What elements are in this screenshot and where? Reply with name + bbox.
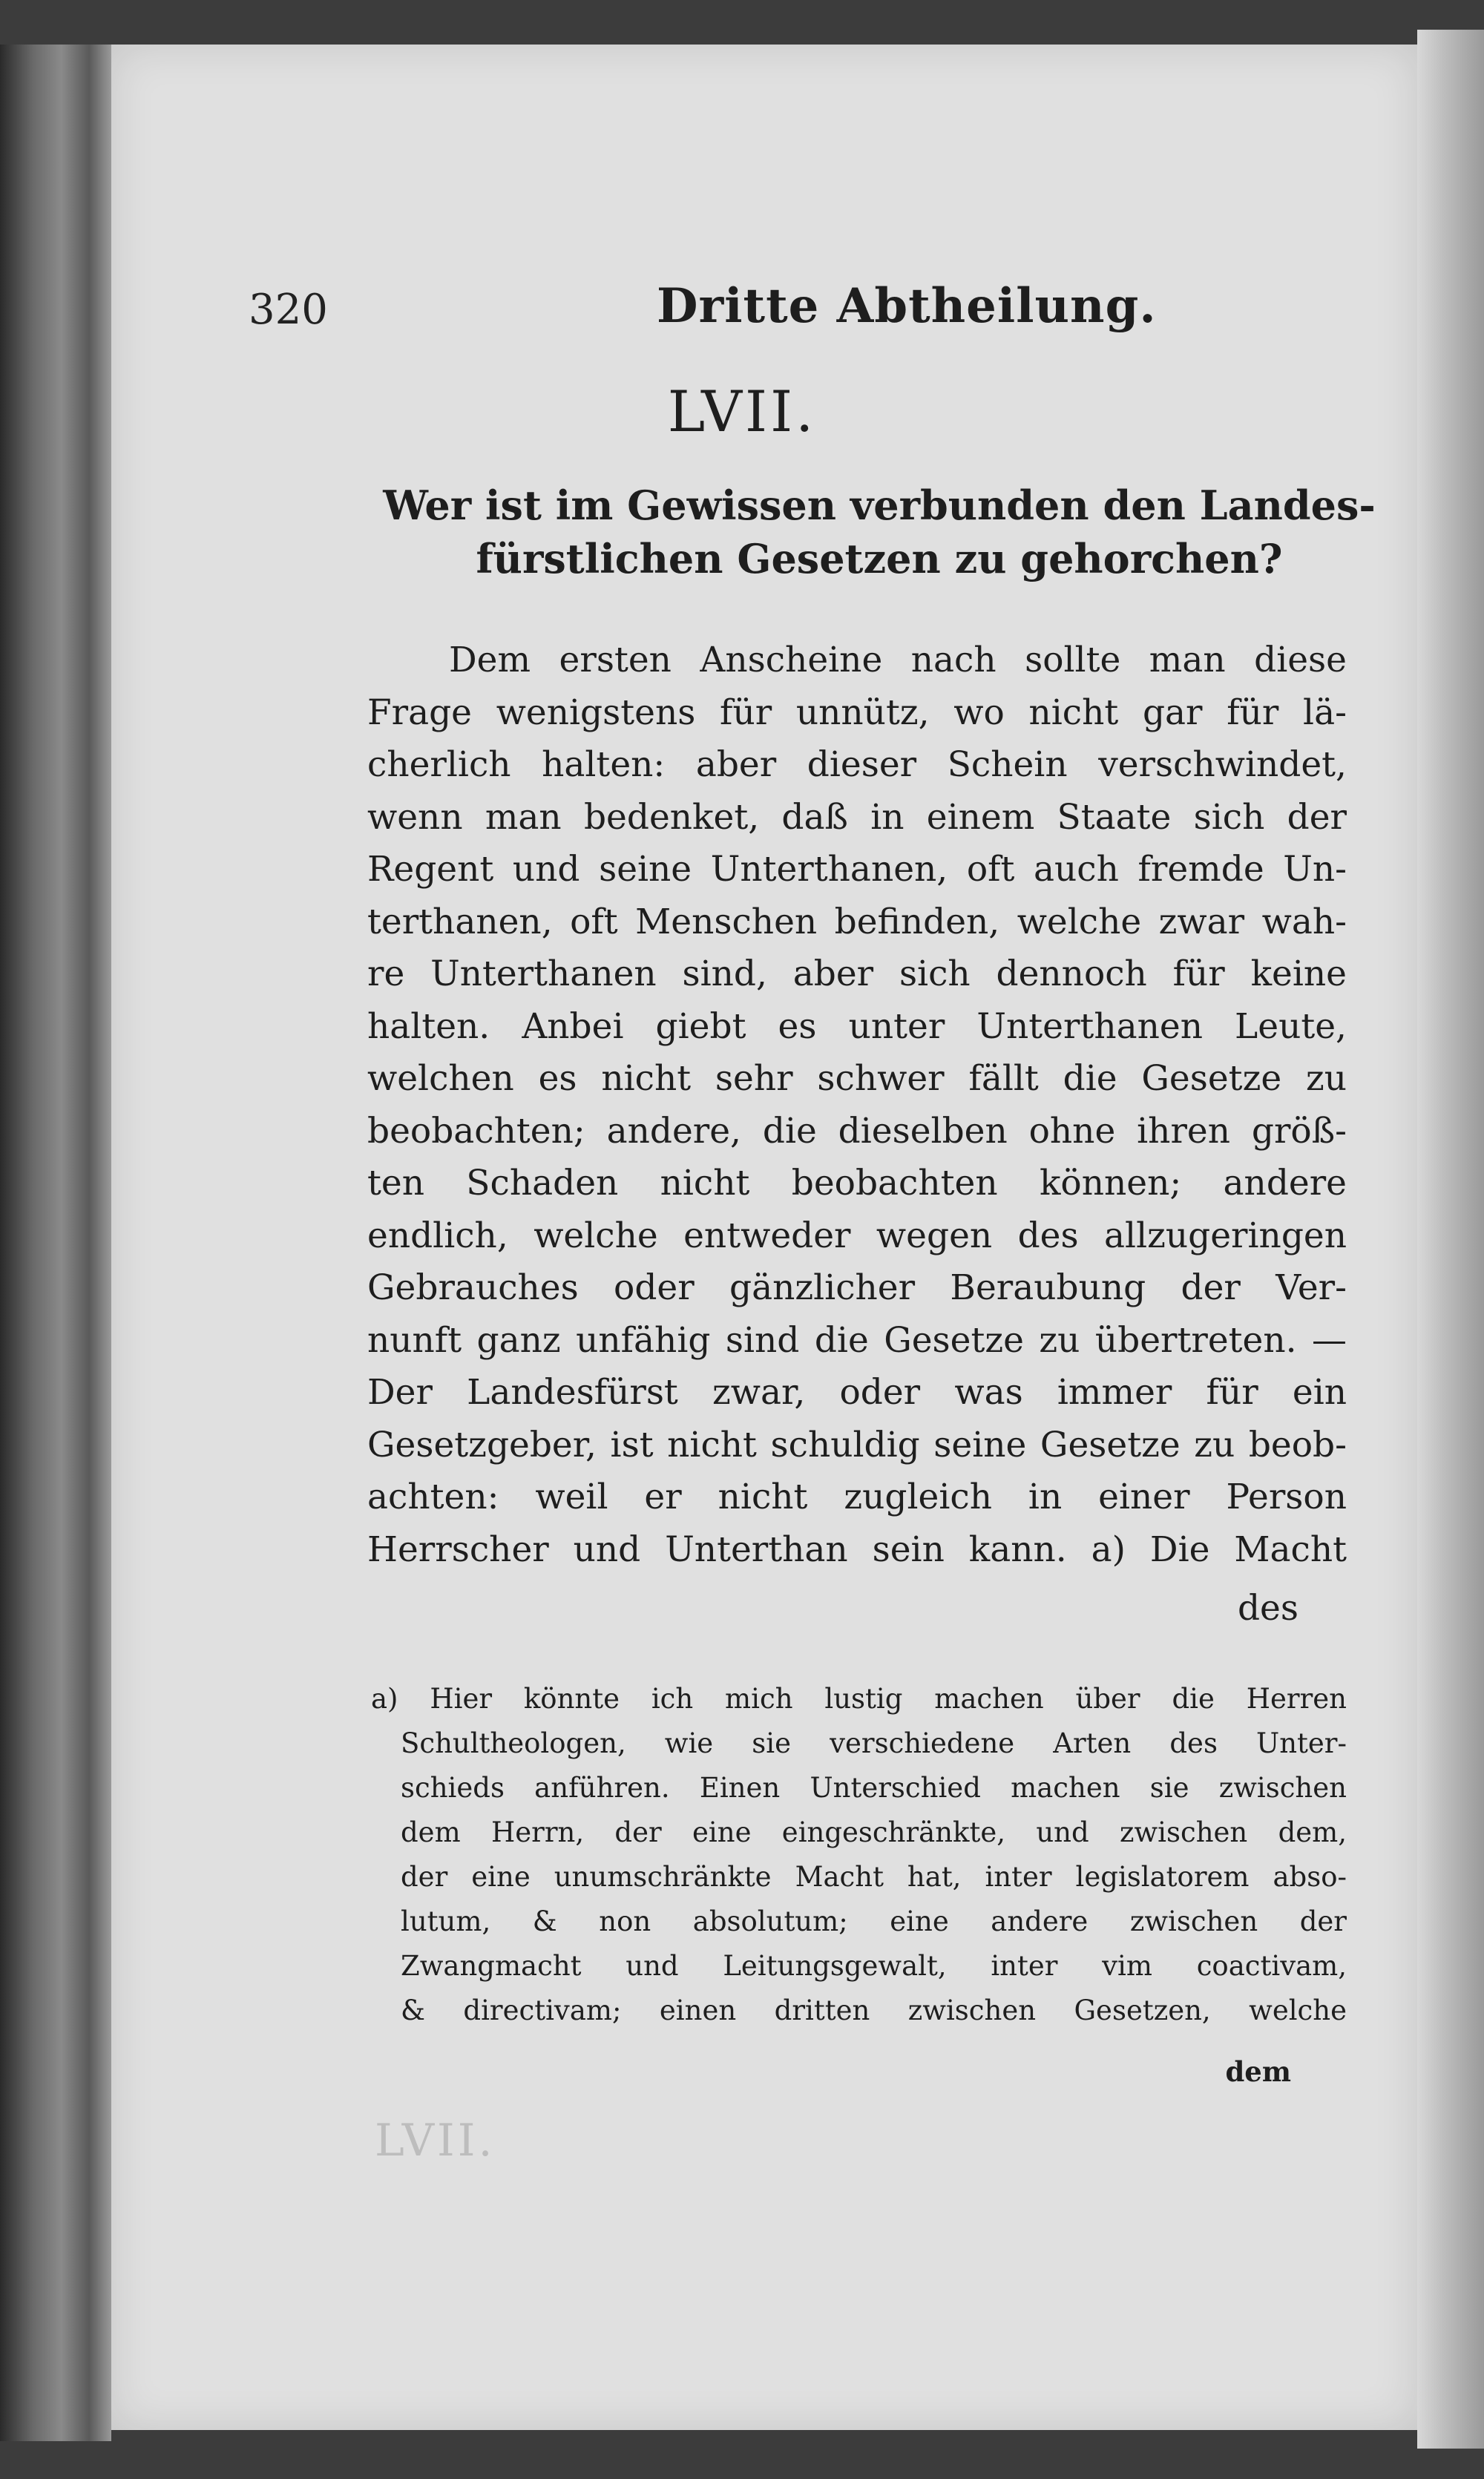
body-line: Regent und seine Unterthanen, oft auch fremde Un- <box>367 849 1347 890</box>
body-line: endlich, welche entweder wegen des allzugeringen <box>367 1215 1347 1256</box>
body-line: welchen es nicht sehr schwer fällt die Gesetze zu <box>367 1058 1347 1099</box>
footnote-catchword: dem <box>1225 2055 1291 2088</box>
body-line: Frage wenigstens für unnütz, wo nicht gar für lä- <box>367 692 1347 733</box>
body-line: cherlich halten: aber dieser Schein verschwindet, <box>367 744 1347 785</box>
chapter-title-line: Wer ist im Gewissen verbunden den Landes- <box>383 482 1376 529</box>
body-line: Gesetzgeber, ist nicht schuldig seine Gesetze zu beob- <box>367 1424 1347 1465</box>
footnote-line: & directivam; einen dritten zwischen Gesetzen, welche <box>401 1994 1347 2026</box>
body-line: achten: weil er nicht zugleich in einer Person <box>367 1477 1347 1517</box>
footnote-line: lutum, & non absolutum; eine andere zwischen der <box>401 1905 1347 1937</box>
body-line: Gebrauches oder gänzlicher Beraubung der Ver- <box>367 1267 1347 1308</box>
body-line: re Unterthanen sind, aber sich dennoch für keine <box>367 953 1347 994</box>
bleed-through-text: LVII. <box>375 2115 496 2167</box>
chapter-title <box>364 479 1395 585</box>
catchword: des <box>1237 1588 1298 1629</box>
page-number: 320 <box>249 286 328 334</box>
footnote-line: Zwangmacht und Leitungsgewalt, inter vim coactivam, <box>401 1950 1347 1982</box>
chapter-title-line: fürstlichen Gesetzen zu gehorchen? <box>476 535 1283 582</box>
body-line: terthanen, oft Menschen befinden, welche zwar wah- <box>367 901 1347 942</box>
footnote-line: Schultheologen, wie sie verschiedene Arten des Unter- <box>401 1727 1347 1759</box>
footnote-line: a) Hier könnte ich mich lustig machen über die Herren <box>371 1683 1347 1715</box>
body-line: nunft ganz unfähig sind die Gesetze zu übertreten. — <box>367 1319 1347 1361</box>
footnote-line: der eine unumschränkte Macht hat, inter legislatorem abso- <box>401 1861 1347 1893</box>
chapter-number: LVII. <box>667 378 817 444</box>
body-line: wenn man bedenket, daß in einem Staate sich der <box>367 796 1347 838</box>
footnote-line: schieds anführen. Einen Unterschied machen sie zwischen <box>401 1772 1347 1804</box>
running-head: Dritte Abtheilung. <box>657 278 1157 334</box>
footnote <box>371 1677 1347 2033</box>
body-line: Herrscher und Unterthan sein kann. a) Die Macht <box>367 1529 1347 1570</box>
body-line: ten Schaden nicht beobachten können; andere <box>367 1163 1347 1204</box>
body-line: Dem ersten Anscheine nach sollte man diese <box>449 640 1347 680</box>
body-line: Der Landesfürst zwar, oder was immer für ein <box>367 1372 1347 1413</box>
footnote-line: dem Herrn, der eine eingeschränkte, und zwischen dem, <box>401 1816 1347 1848</box>
body-line: beobachten; andere, die dieselben ohne ihren größ- <box>367 1110 1347 1152</box>
body-line: halten. Anbei giebt es unter Unterthanen Leute, <box>367 1005 1347 1047</box>
page-header <box>249 256 1362 345</box>
body-text <box>367 634 1347 1576</box>
